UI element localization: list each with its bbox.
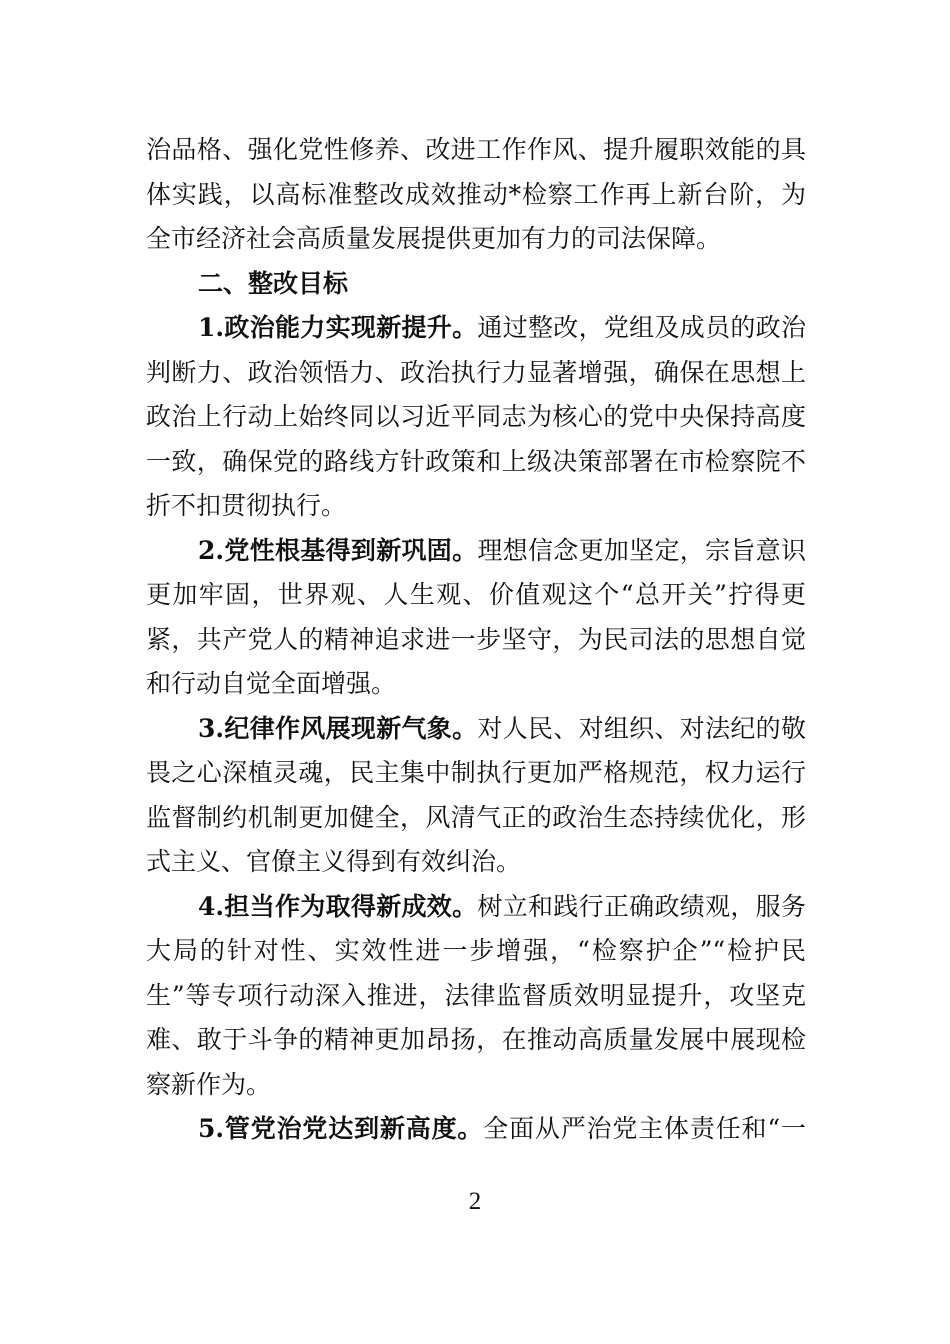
line-text: 树立和践行正确政绩观，服务 <box>477 891 806 921</box>
text-line: 政治上行动上始终同以习近平同志为核心的党中央保持高度 <box>146 402 806 431</box>
paragraph <box>146 529 806 707</box>
text-line: 折不扣贯彻执行。 <box>146 491 347 520</box>
text-line <box>146 306 806 351</box>
text-line: 更加牢固，世界观、人生观、价值观这个“总开关”拧得更 <box>146 580 806 609</box>
text-line: 察新作为。 <box>146 1069 272 1099</box>
text-line <box>146 1107 806 1152</box>
text-line: 一致，确保党的路线方针政策和上级决策部署在市检察院不 <box>146 446 806 476</box>
text-line: 紧，共产党人的精神追求进一步坚守，为民司法的思想自觉 <box>146 624 806 654</box>
text-line: 监督制约机制更加健全，风清气正的政治生态持续优化，形 <box>146 802 806 832</box>
line-text: 全面从严治党主体责任和“一 <box>483 1114 806 1143</box>
paragraph <box>146 1107 806 1152</box>
text-line: 全市经济社会高质量发展提供更加有力的司法保障。 <box>146 224 722 253</box>
text-line: 式主义、官僚主义得到有效纠治。 <box>146 847 522 876</box>
paragraph <box>146 885 806 1108</box>
line-text: 通过整改，党组及成员的政治 <box>477 313 806 342</box>
text-line: 判断力、政治领悟力、政治执行力显著增强，确保在思想上 <box>146 357 806 387</box>
document-body <box>146 128 806 1152</box>
text-line <box>146 707 806 752</box>
paragraph-lead: 3.纪律作风展现新气象。 <box>198 713 478 743</box>
text-line: 体实践，以高标准整改成效推动*检察工作再上新台阶，为 <box>146 179 806 209</box>
paragraph-lead: 4.担当作为取得新成效。 <box>198 891 478 921</box>
text-line: 生”等专项行动深入推进，法律监督质效明显提升，攻坚克 <box>146 980 806 1010</box>
text-line: 畏之心深植灵魂，民主集中制执行更加严格规范，权力运行 <box>146 758 806 787</box>
text-line <box>146 885 806 930</box>
line-text: 理想信念更加坚定，宗旨意识 <box>477 535 806 565</box>
paragraph-lead: 1.政治能力实现新提升。 <box>198 313 478 342</box>
paragraph-lead: 2.党性根基得到新巩固。 <box>198 535 478 565</box>
paragraph <box>146 707 806 885</box>
text-line: 大局的针对性、实效性进一步增强，“检察护企”“检护民 <box>146 936 806 965</box>
section-heading: 二、整改目标 <box>198 268 349 298</box>
text-line: 治品格、强化党性修养、改进工作作风、提升履职效能的具 <box>146 135 806 164</box>
page-number: 2 <box>468 1188 482 1215</box>
paragraph-lead: 5.管党治党达到新高度。 <box>198 1114 484 1143</box>
text-line <box>146 529 806 574</box>
text-line: 和行动自觉全面增强。 <box>146 669 397 698</box>
text-line: 难、敢于斗争的精神更加昂扬，在推动高质量发展中展现检 <box>146 1025 806 1054</box>
paragraph <box>146 128 806 262</box>
paragraph <box>146 306 806 529</box>
line-text: 对人民、对组织、对法纪的敬 <box>477 713 806 743</box>
